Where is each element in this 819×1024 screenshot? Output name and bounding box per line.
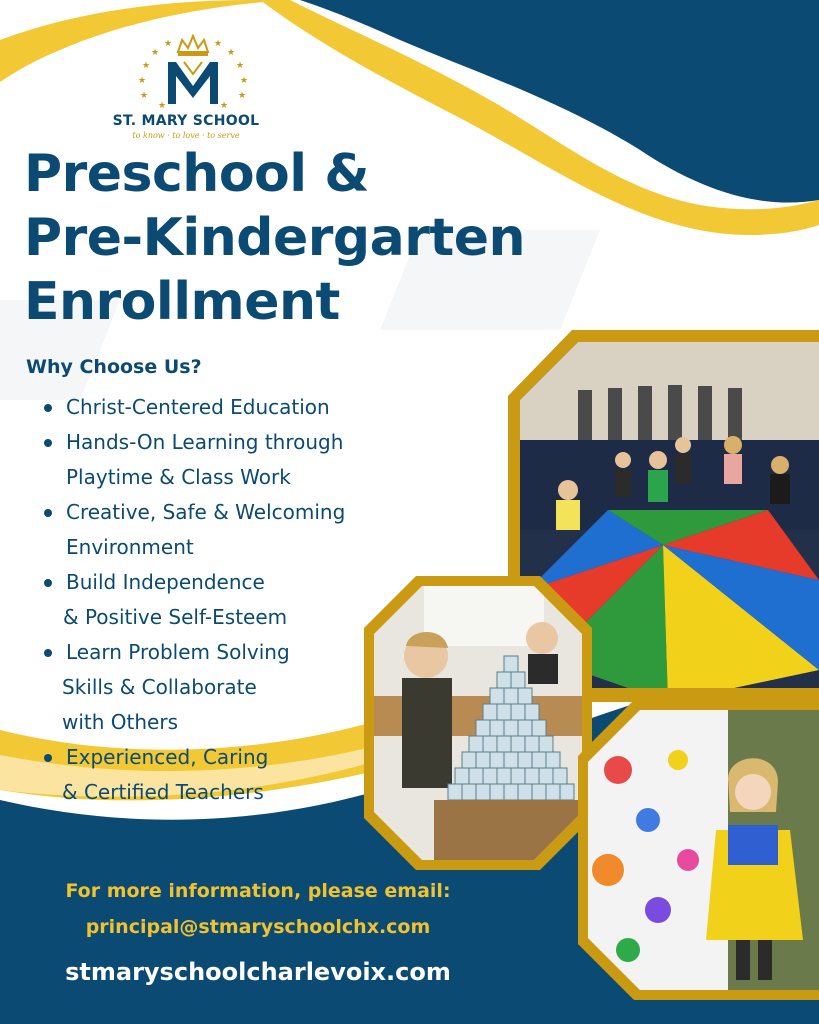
- photo-painting: [578, 700, 819, 1000]
- benefits-list: [44, 390, 345, 810]
- svg-text:★: ★: [142, 61, 151, 71]
- photo-cup-tower: [364, 576, 592, 870]
- list-item: Experienced, Caring & Certified Teachers: [44, 740, 345, 810]
- title-line-2: Pre-Kindergarten: [24, 208, 525, 268]
- svg-text:★: ★: [214, 39, 223, 49]
- list-item: Creative, Safe & Welcoming Environment: [44, 495, 345, 565]
- why-heading: Why Choose Us?: [26, 356, 202, 378]
- bullet-icon: [44, 649, 52, 657]
- bullet-icon: [44, 404, 52, 412]
- list-item: Hands-On Learning through Playtime & Class Work: [44, 425, 345, 495]
- bullet-icon: [44, 754, 52, 762]
- contact-email-link[interactable]: principal@stmaryschoolchx.com: [85, 916, 431, 938]
- list-item: Build Independence & Positive Self-Esteem: [44, 565, 345, 635]
- svg-text:★: ★: [140, 91, 149, 101]
- title-line-3: Enrollment: [24, 272, 340, 332]
- svg-text:★: ★: [164, 39, 173, 49]
- title-line-1: Preschool &: [24, 144, 370, 204]
- contact-prompt: For more information, please email:: [65, 880, 451, 902]
- svg-text:★: ★: [227, 48, 236, 58]
- page-title: [24, 142, 525, 334]
- website-link[interactable]: stmaryschoolcharlevoix.com: [65, 958, 451, 986]
- svg-text:★: ★: [151, 48, 160, 58]
- school-name: ST. MARY SCHOOL: [112, 113, 260, 129]
- svg-text:★: ★: [236, 61, 245, 71]
- school-tagline: to know · to love · to serve: [132, 131, 240, 140]
- svg-text:★: ★: [158, 101, 167, 111]
- bullet-icon: [44, 579, 52, 587]
- bullet-icon: [44, 509, 52, 517]
- list-item: Learn Problem Solving Skills & Collaborate with Others: [44, 635, 345, 740]
- svg-text:★: ★: [220, 101, 229, 111]
- list-item: Christ-Centered Education: [44, 390, 345, 425]
- bullet-icon: [44, 439, 52, 447]
- svg-text:★: ★: [240, 76, 249, 86]
- svg-text:★: ★: [238, 91, 247, 101]
- svg-text:★: ★: [138, 76, 147, 86]
